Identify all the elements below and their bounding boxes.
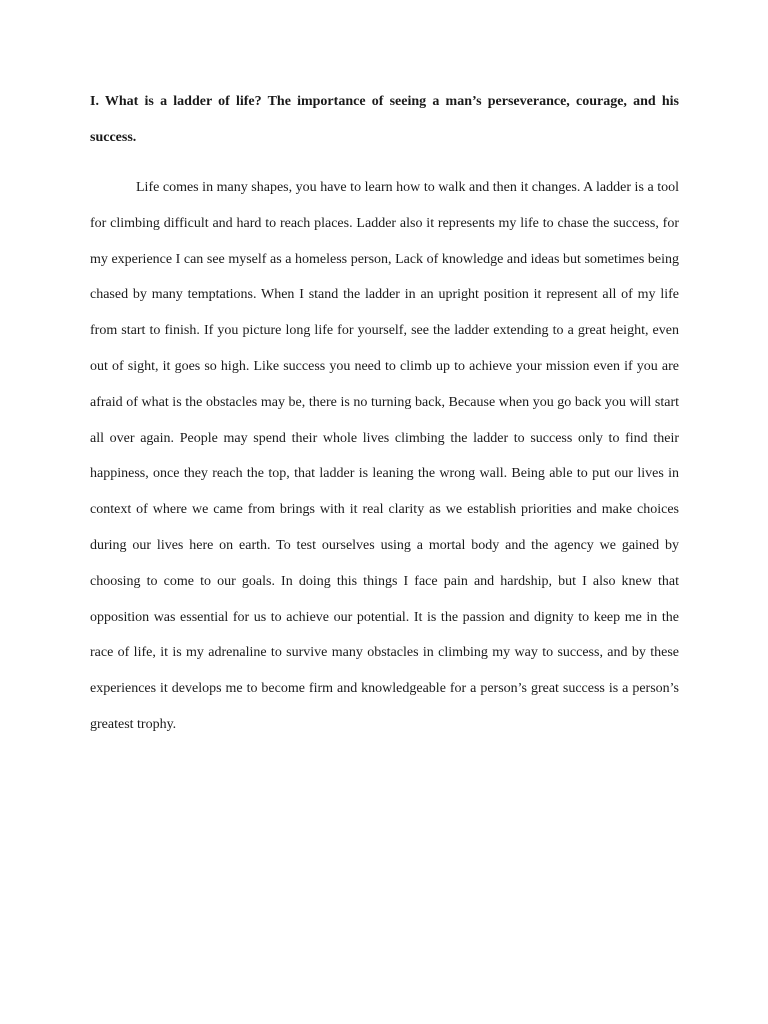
document-page	[90, 84, 679, 743]
body-paragraph: Life comes in many shapes, you have to learn how to walk and then it changes. A ladder is a tool for climbing difficult and hard to reach places. Ladder also it represents my life to chase the success, for my experience I can see myself as a homeless person, Lack of knowledge and ideas but sometimes being chased by many temptations. When I stand the ladder in an upright position it represent all of my life from start to finish. If you picture long life for yourself, see the ladder extending to a great height, even out of sight, it goes so high. Like success you need to climb up to achieve your mission even if you are afraid of what is the obstacles may be, there is no turning back, Because when you go back you will start all over again. People may spend their whole lives climbing the ladder to success only to find their happiness, once they reach the top, that ladder is leaning the wrong wall. Being able to put our lives in context of where we came from brings with it real clarity as we establish priorities and make choices during our lives here on earth. To test ourselves using a mortal body and the agency we gained by choosing to come to our goals. In doing this things I face pain and hardship, but I also knew that opposition was essential for us to achieve our potential. It is the passion and dignity to keep me in the race of life, it is my adrenaline to survive many obstacles in climbing my way to success, and by these experiences it develops me to become firm and knowledgeable for a person’s great success is a person’s greatest trophy.	[90, 180, 679, 732]
section-heading: I. What is a ladder of life? The importance of seeing a man’s perseverance, courage, and his success.	[90, 94, 679, 145]
